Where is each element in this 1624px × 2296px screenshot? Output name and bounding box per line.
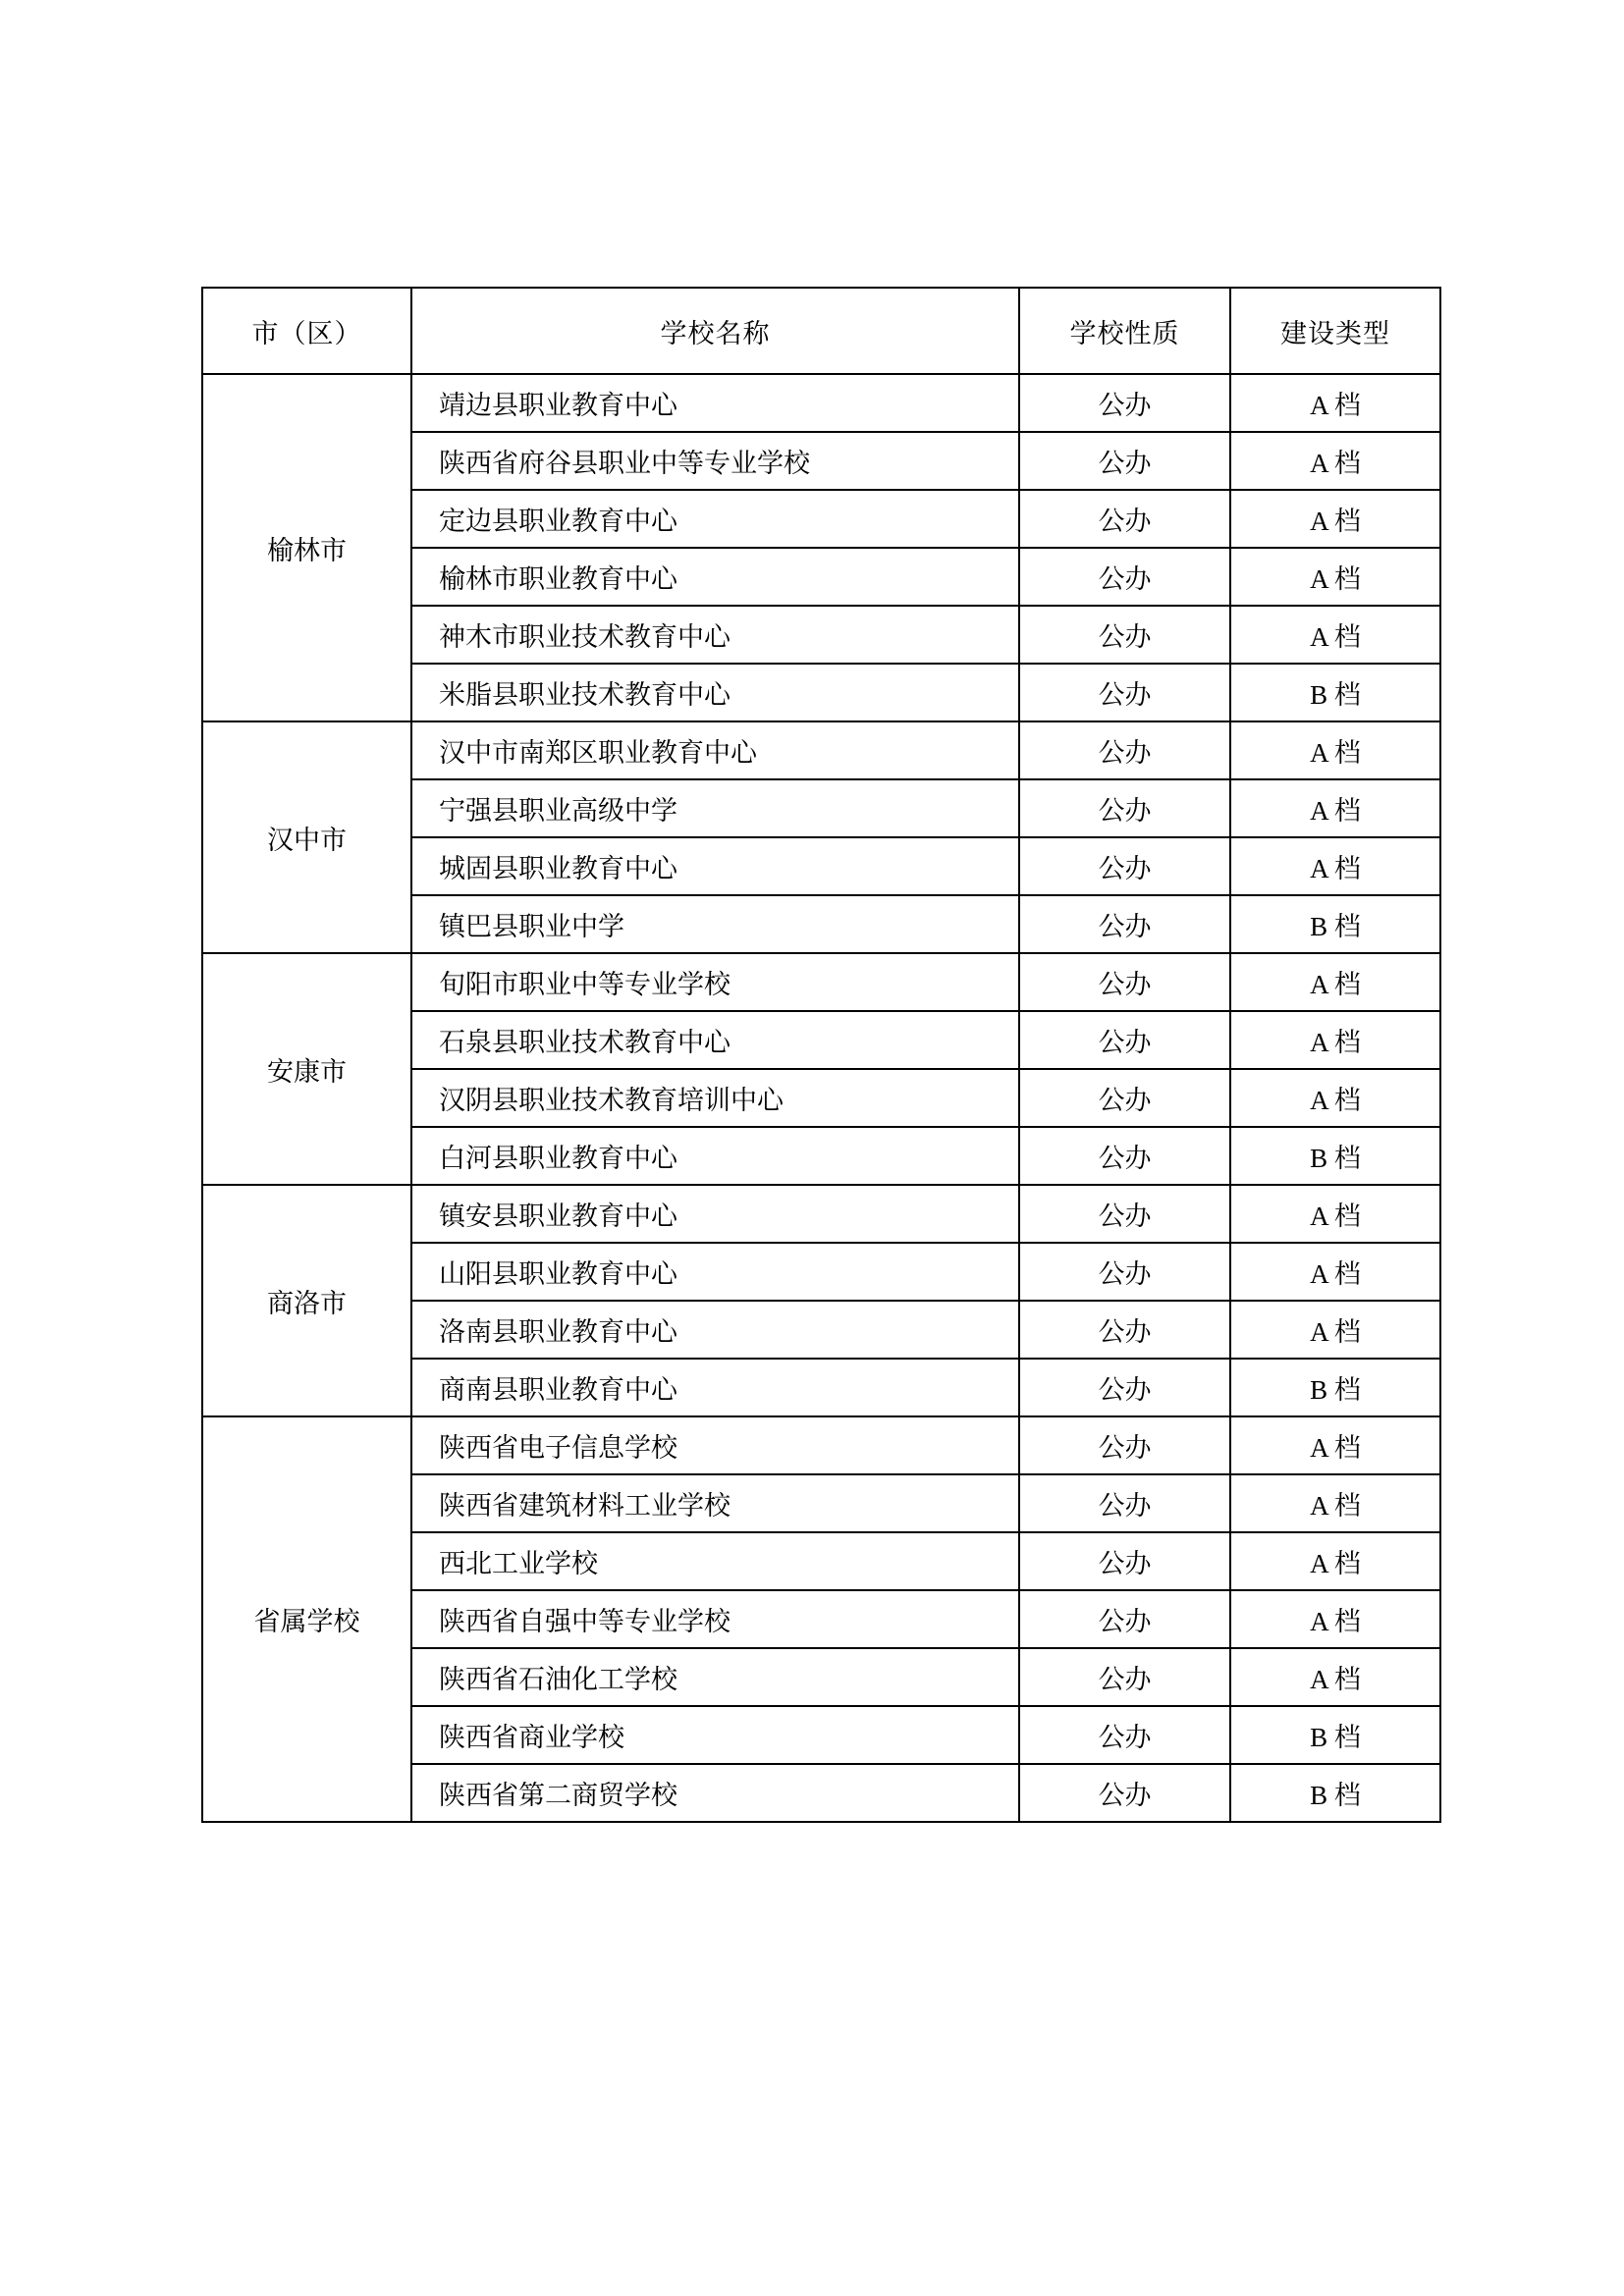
school-nature-cell: 公办 — [1019, 1243, 1230, 1301]
school-name-cell: 陕西省建筑材料工业学校 — [411, 1474, 1019, 1532]
table-row — [202, 1185, 1440, 1243]
school-nature-cell: 公办 — [1019, 1764, 1230, 1822]
table-body — [202, 374, 1440, 1822]
city-cell: 商洛市 — [202, 1185, 411, 1416]
school-name-cell: 靖边县职业教育中心 — [411, 374, 1019, 432]
school-nature-cell: 公办 — [1019, 664, 1230, 721]
school-nature-cell: 公办 — [1019, 1301, 1230, 1359]
school-name-cell: 商南县职业教育中心 — [411, 1359, 1019, 1416]
school-nature-cell: 公办 — [1019, 1127, 1230, 1185]
school-name-cell: 陕西省商业学校 — [411, 1706, 1019, 1764]
build-type-cell: A 档 — [1230, 490, 1440, 548]
school-name-cell: 城固县职业教育中心 — [411, 837, 1019, 895]
school-nature-cell: 公办 — [1019, 837, 1230, 895]
school-nature-cell: 公办 — [1019, 548, 1230, 606]
school-nature-cell: 公办 — [1019, 1706, 1230, 1764]
school-nature-cell: 公办 — [1019, 1590, 1230, 1648]
school-nature-cell: 公办 — [1019, 1474, 1230, 1532]
school-nature-cell: 公办 — [1019, 1185, 1230, 1243]
school-nature-cell: 公办 — [1019, 1069, 1230, 1127]
table-row — [202, 953, 1440, 1011]
school-name-cell: 山阳县职业教育中心 — [411, 1243, 1019, 1301]
build-type-cell: A 档 — [1230, 1532, 1440, 1590]
header-row — [202, 288, 1440, 374]
school-name-cell: 陕西省电子信息学校 — [411, 1416, 1019, 1474]
build-type-cell: A 档 — [1230, 548, 1440, 606]
school-nature-cell: 公办 — [1019, 1359, 1230, 1416]
build-type-cell: A 档 — [1230, 779, 1440, 837]
col-header-type: 建设类型 — [1230, 288, 1440, 374]
school-name-cell: 神木市职业技术教育中心 — [411, 606, 1019, 664]
school-name-cell: 米脂县职业技术教育中心 — [411, 664, 1019, 721]
table-row — [202, 374, 1440, 432]
build-type-cell: A 档 — [1230, 1243, 1440, 1301]
build-type-cell: A 档 — [1230, 1648, 1440, 1706]
school-nature-cell: 公办 — [1019, 1532, 1230, 1590]
col-header-city: 市（区） — [202, 288, 411, 374]
school-name-cell: 宁强县职业高级中学 — [411, 779, 1019, 837]
build-type-cell: B 档 — [1230, 1764, 1440, 1822]
school-nature-cell: 公办 — [1019, 721, 1230, 779]
build-type-cell: A 档 — [1230, 953, 1440, 1011]
school-name-cell: 旬阳市职业中等专业学校 — [411, 953, 1019, 1011]
school-name-cell: 石泉县职业技术教育中心 — [411, 1011, 1019, 1069]
school-nature-cell: 公办 — [1019, 606, 1230, 664]
col-header-nature: 学校性质 — [1019, 288, 1230, 374]
school-nature-cell: 公办 — [1019, 1648, 1230, 1706]
school-name-cell: 定边县职业教育中心 — [411, 490, 1019, 548]
build-type-cell: A 档 — [1230, 432, 1440, 490]
build-type-cell: B 档 — [1230, 1127, 1440, 1185]
schools-table — [201, 287, 1441, 1823]
school-name-cell: 西北工业学校 — [411, 1532, 1019, 1590]
build-type-cell: A 档 — [1230, 1069, 1440, 1127]
school-nature-cell: 公办 — [1019, 1416, 1230, 1474]
table-row — [202, 1416, 1440, 1474]
table-row — [202, 721, 1440, 779]
city-cell: 省属学校 — [202, 1416, 411, 1822]
school-nature-cell: 公办 — [1019, 895, 1230, 953]
build-type-cell: A 档 — [1230, 1301, 1440, 1359]
build-type-cell: A 档 — [1230, 837, 1440, 895]
school-nature-cell: 公办 — [1019, 374, 1230, 432]
build-type-cell: A 档 — [1230, 1185, 1440, 1243]
school-nature-cell: 公办 — [1019, 432, 1230, 490]
school-name-cell: 镇安县职业教育中心 — [411, 1185, 1019, 1243]
build-type-cell: A 档 — [1230, 606, 1440, 664]
school-name-cell: 汉阴县职业技术教育培训中心 — [411, 1069, 1019, 1127]
school-nature-cell: 公办 — [1019, 953, 1230, 1011]
school-name-cell: 白河县职业教育中心 — [411, 1127, 1019, 1185]
build-type-cell: A 档 — [1230, 721, 1440, 779]
col-header-name: 学校名称 — [411, 288, 1019, 374]
school-name-cell: 洛南县职业教育中心 — [411, 1301, 1019, 1359]
build-type-cell: B 档 — [1230, 1359, 1440, 1416]
build-type-cell: A 档 — [1230, 1011, 1440, 1069]
build-type-cell: A 档 — [1230, 374, 1440, 432]
build-type-cell: A 档 — [1230, 1474, 1440, 1532]
school-name-cell: 陕西省石油化工学校 — [411, 1648, 1019, 1706]
build-type-cell: B 档 — [1230, 664, 1440, 721]
school-name-cell: 镇巴县职业中学 — [411, 895, 1019, 953]
school-nature-cell: 公办 — [1019, 779, 1230, 837]
build-type-cell: A 档 — [1230, 1590, 1440, 1648]
school-name-cell: 汉中市南郑区职业教育中心 — [411, 721, 1019, 779]
school-name-cell: 榆林市职业教育中心 — [411, 548, 1019, 606]
school-nature-cell: 公办 — [1019, 490, 1230, 548]
school-name-cell: 陕西省自强中等专业学校 — [411, 1590, 1019, 1648]
build-type-cell: B 档 — [1230, 1706, 1440, 1764]
city-cell: 安康市 — [202, 953, 411, 1185]
city-cell: 汉中市 — [202, 721, 411, 953]
school-name-cell: 陕西省府谷县职业中等专业学校 — [411, 432, 1019, 490]
build-type-cell: B 档 — [1230, 895, 1440, 953]
school-name-cell: 陕西省第二商贸学校 — [411, 1764, 1019, 1822]
city-cell: 榆林市 — [202, 374, 411, 721]
school-nature-cell: 公办 — [1019, 1011, 1230, 1069]
build-type-cell: A 档 — [1230, 1416, 1440, 1474]
table-header — [202, 288, 1440, 374]
